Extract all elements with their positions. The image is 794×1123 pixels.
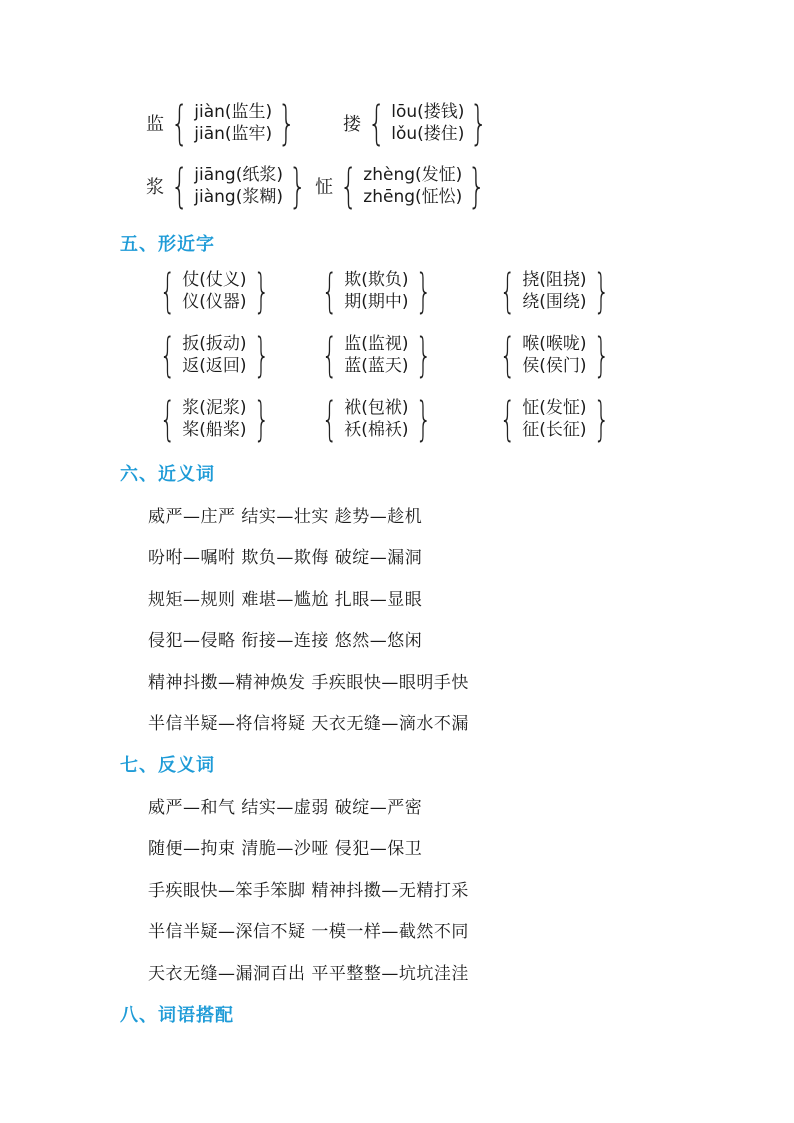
right-brace-icon: }: [288, 159, 307, 213]
synonym-row: 精神抖擞—精神焕发 手疾眼快—眼明手快: [148, 673, 469, 693]
polyphone-group: [146, 159, 312, 213]
right-brace-icon: }: [593, 328, 610, 382]
polyphone-group: [343, 96, 494, 150]
left-brace-icon: {: [499, 264, 516, 318]
pair-line: 监(监视): [344, 334, 409, 354]
right-brace-icon: }: [415, 328, 432, 382]
polyphone-char: 怔: [315, 177, 333, 198]
left-brace-icon: {: [499, 392, 516, 446]
similar-char-pair: [315, 328, 438, 382]
pair-line: 喉(喉咙): [522, 334, 587, 354]
polyphone-reading: jiàn(监生): [194, 102, 273, 122]
similar-char-pair: [153, 264, 276, 318]
similar-char-pair: [493, 328, 616, 382]
left-brace-icon: {: [367, 96, 386, 150]
antonym-row: 天衣无缝—漏洞百出 平平整整—坑坑洼洼: [148, 964, 469, 984]
polyphone-char: 浆: [146, 177, 164, 198]
left-brace-icon: {: [170, 159, 189, 213]
polyphone-reading: zhēng(怔忪): [363, 187, 463, 207]
antonym-row: 随便—拘束 清脆—沙哑 侵犯—保卫: [148, 839, 423, 859]
left-brace-icon: {: [159, 264, 176, 318]
antonym-row: 手疾眼快—笨手笨脚 精神抖擞—无精打采: [148, 881, 469, 901]
similar-char-pair: [153, 392, 276, 446]
similar-char-pair: [493, 264, 616, 318]
synonym-row: 半信半疑—将信将疑 天衣无缝—滴水不漏: [148, 714, 469, 734]
similar-char-pair: [153, 328, 276, 382]
similar-char-pair: [315, 392, 438, 446]
pair-line: 征(长征): [522, 420, 587, 440]
pair-line: 怔(发怔): [522, 398, 587, 418]
similar-char-pair: [315, 264, 438, 318]
left-brace-icon: {: [339, 159, 358, 213]
pair-line: 挠(阻挠): [522, 270, 587, 290]
right-brace-icon: }: [593, 392, 610, 446]
antonym-row: 半信半疑—深信不疑 一模一样—截然不同: [148, 922, 469, 942]
right-brace-icon: }: [593, 264, 610, 318]
polyphone-group: [315, 159, 492, 213]
left-brace-icon: {: [321, 328, 338, 382]
antonym-row: 威严—和气 结实—虚弱 破绽—严密: [148, 798, 423, 818]
section-heading: 八、词语搭配: [120, 1005, 234, 1026]
right-brace-icon: }: [415, 264, 432, 318]
right-brace-icon: }: [253, 328, 270, 382]
section-heading: 七、反义词: [120, 755, 215, 776]
polyphone-reading: jiāng(纸浆): [194, 165, 283, 185]
similar-char-pair: [493, 392, 616, 446]
polyphone-char: 搂: [343, 114, 361, 135]
polyphone-reading: jiān(监牢): [194, 124, 273, 144]
polyphone-group: [146, 96, 301, 150]
polyphone-reading: jiàng(浆糊): [194, 187, 283, 207]
pair-line: 扳(扳动): [182, 334, 247, 354]
polyphone-char: 监: [146, 114, 164, 135]
left-brace-icon: {: [170, 96, 189, 150]
polyphone-reading: lǒu(搂住): [391, 124, 465, 144]
section-heading: 五、形近字: [120, 234, 215, 255]
right-brace-icon: }: [415, 392, 432, 446]
synonym-row: 吩咐—嘱咐 欺负—欺侮 破绽—漏洞: [148, 548, 423, 568]
left-brace-icon: {: [159, 328, 176, 382]
right-brace-icon: }: [470, 96, 488, 150]
pair-line: 返(返回): [182, 356, 247, 376]
pair-line: 仪(仪器): [182, 292, 247, 312]
synonym-row: 侵犯—侵略 衔接—连接 悠然—悠闲: [148, 631, 423, 651]
left-brace-icon: {: [321, 392, 338, 446]
pair-line: 浆(泥浆): [182, 398, 247, 418]
right-brace-icon: }: [468, 159, 486, 213]
pair-line: 蓝(蓝天): [344, 356, 409, 376]
pair-line: 袱(包袱): [344, 398, 409, 418]
pair-line: 桨(船桨): [182, 420, 247, 440]
pair-line: 绕(围绕): [522, 292, 587, 312]
section-heading: 六、近义词: [120, 464, 215, 485]
right-brace-icon: }: [253, 392, 270, 446]
synonym-row: 威严—庄严 结实—壮实 趁势—趁机: [148, 507, 423, 527]
pair-line: 侯(侯门): [522, 356, 587, 376]
polyphone-reading: lōu(搂钱): [391, 102, 465, 122]
pair-line: 仗(仗义): [182, 270, 247, 290]
left-brace-icon: {: [159, 392, 176, 446]
right-brace-icon: }: [253, 264, 270, 318]
polyphone-reading: zhèng(发怔): [363, 165, 463, 185]
left-brace-icon: {: [321, 264, 338, 318]
right-brace-icon: }: [278, 96, 296, 150]
pair-line: 欺(欺负): [344, 270, 409, 290]
pair-line: 袄(棉袄): [344, 420, 409, 440]
pair-line: 期(期中): [344, 292, 409, 312]
left-brace-icon: {: [499, 328, 516, 382]
synonym-row: 规矩—规则 难堪—尴尬 扎眼—显眼: [148, 590, 423, 610]
